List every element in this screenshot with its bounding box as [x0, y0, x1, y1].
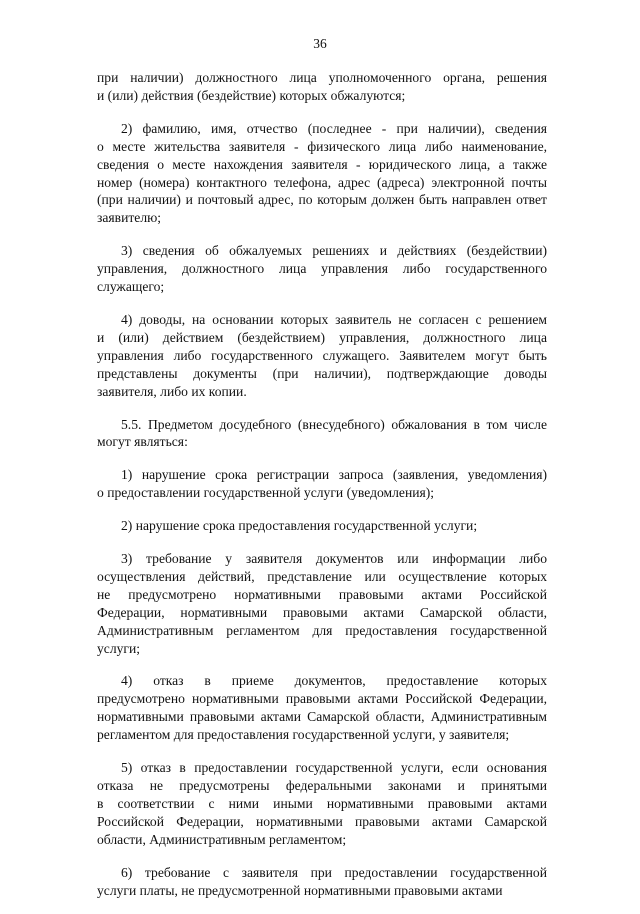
paragraph-line: 5.5. Предметом досудебного (внесудебного) обжалования в том числе — [121, 416, 547, 432]
document-body — [97, 69, 547, 914]
paragraph — [97, 517, 547, 535]
paragraph-line: (при наличии) и почтовый адрес, по которым должен быть направлен ответ — [97, 192, 547, 208]
paragraph — [97, 120, 547, 227]
paragraph-line: Федерации, нормативными правовыми актами Самарской области, — [97, 604, 547, 620]
paragraph-line: в соответствии с ними иными нормативными правовыми актами — [97, 795, 547, 811]
paragraph — [97, 864, 547, 900]
paragraph-line: 5) отказ в предоставлении государственной услуги, если основания — [121, 760, 547, 776]
paragraph-line: 6) требование с заявителя при предоставлении государственной — [121, 864, 547, 880]
paragraph-line: сведения о месте нахождения заявителя - юридического лица, а также — [97, 156, 547, 172]
paragraph-line: служащего; — [97, 279, 165, 295]
paragraph-line: о предоставлении государственной услуги (уведомления); — [97, 485, 435, 501]
paragraph-line: могут являться: — [97, 434, 188, 450]
paragraph-line: 2) нарушение срока предоставления государственной услуги; — [121, 518, 478, 534]
paragraph-line: регламентом для предоставления государственной услуги, у заявителя; — [97, 727, 510, 743]
page-number: 36 — [313, 36, 327, 51]
paragraph-line: управления либо государственного служащего. Заявителем могут быть — [97, 347, 547, 363]
paragraph-line: нормативными правовыми актами Самарской области, Административным — [97, 709, 547, 725]
paragraph — [97, 311, 547, 401]
paragraph-line: 3) требование у заявителя документов или информации либо — [121, 551, 547, 567]
paragraph-line: управления, должностного лица управления либо государственного — [97, 261, 547, 277]
paragraph-line: 4) доводы, на основании которых заявитель не согласен с решением — [121, 311, 547, 327]
paragraph-line: представлены документы (при наличии), подтверждающие доводы — [97, 365, 547, 381]
paragraph-line: заявителя, либо их копии. — [97, 383, 247, 399]
paragraph-line: предусмотрено нормативными правовыми актами Российской Федерации, — [97, 691, 547, 707]
paragraph — [97, 550, 547, 657]
paragraph — [97, 466, 547, 502]
paragraph-line: 2) фамилию, имя, отчество (последнее - при наличии), сведения — [121, 120, 547, 136]
paragraph-line: заявителю; — [97, 210, 162, 226]
paragraph — [97, 759, 547, 849]
paragraph — [97, 416, 547, 452]
paragraph-line: при наличии) должностного лица уполномоченного органа, решения — [97, 70, 547, 85]
paragraph-line: области, Административным регламентом; — [97, 831, 347, 847]
paragraph-line: 4) отказ в приеме документов, предоставление которых — [121, 673, 547, 689]
paragraph-line: номер (номера) контактного телефона, адрес (адреса) электронной почты — [97, 174, 547, 190]
paragraph — [97, 69, 547, 105]
paragraph — [97, 242, 547, 296]
paragraph-line: и (или) действием (бездействием) управления, должностного лица — [97, 329, 547, 345]
paragraph-line: и (или) действия (бездействие) которых обжалуются; — [97, 87, 406, 103]
paragraph — [97, 672, 547, 744]
paragraph-line: 3) сведения об обжалуемых решениях и действиях (бездействии) — [121, 243, 547, 259]
paragraph-line: Российской Федерации, нормативными правовыми актами Самарской — [97, 813, 547, 829]
paragraph-line: о месте жительства заявителя - физического лица либо наименование, — [97, 138, 547, 154]
paragraph-line: не предусмотрено нормативными правовыми актами Российской — [97, 586, 547, 602]
paragraph-line: отказа не предусмотрены федеральными законами и принятыми — [97, 778, 547, 793]
paragraph-line: услуги платы, не предусмотренной нормативными правовыми актами — [97, 882, 503, 898]
paragraph-line: осуществления действий, представление или осуществление которых — [97, 568, 547, 584]
paragraph-line: 1) нарушение срока регистрации запроса (заявления, уведомления) — [121, 467, 547, 483]
paragraph-line: услуги; — [97, 640, 141, 656]
paragraph-line: Административным регламентом для предоставления государственной — [97, 622, 547, 638]
